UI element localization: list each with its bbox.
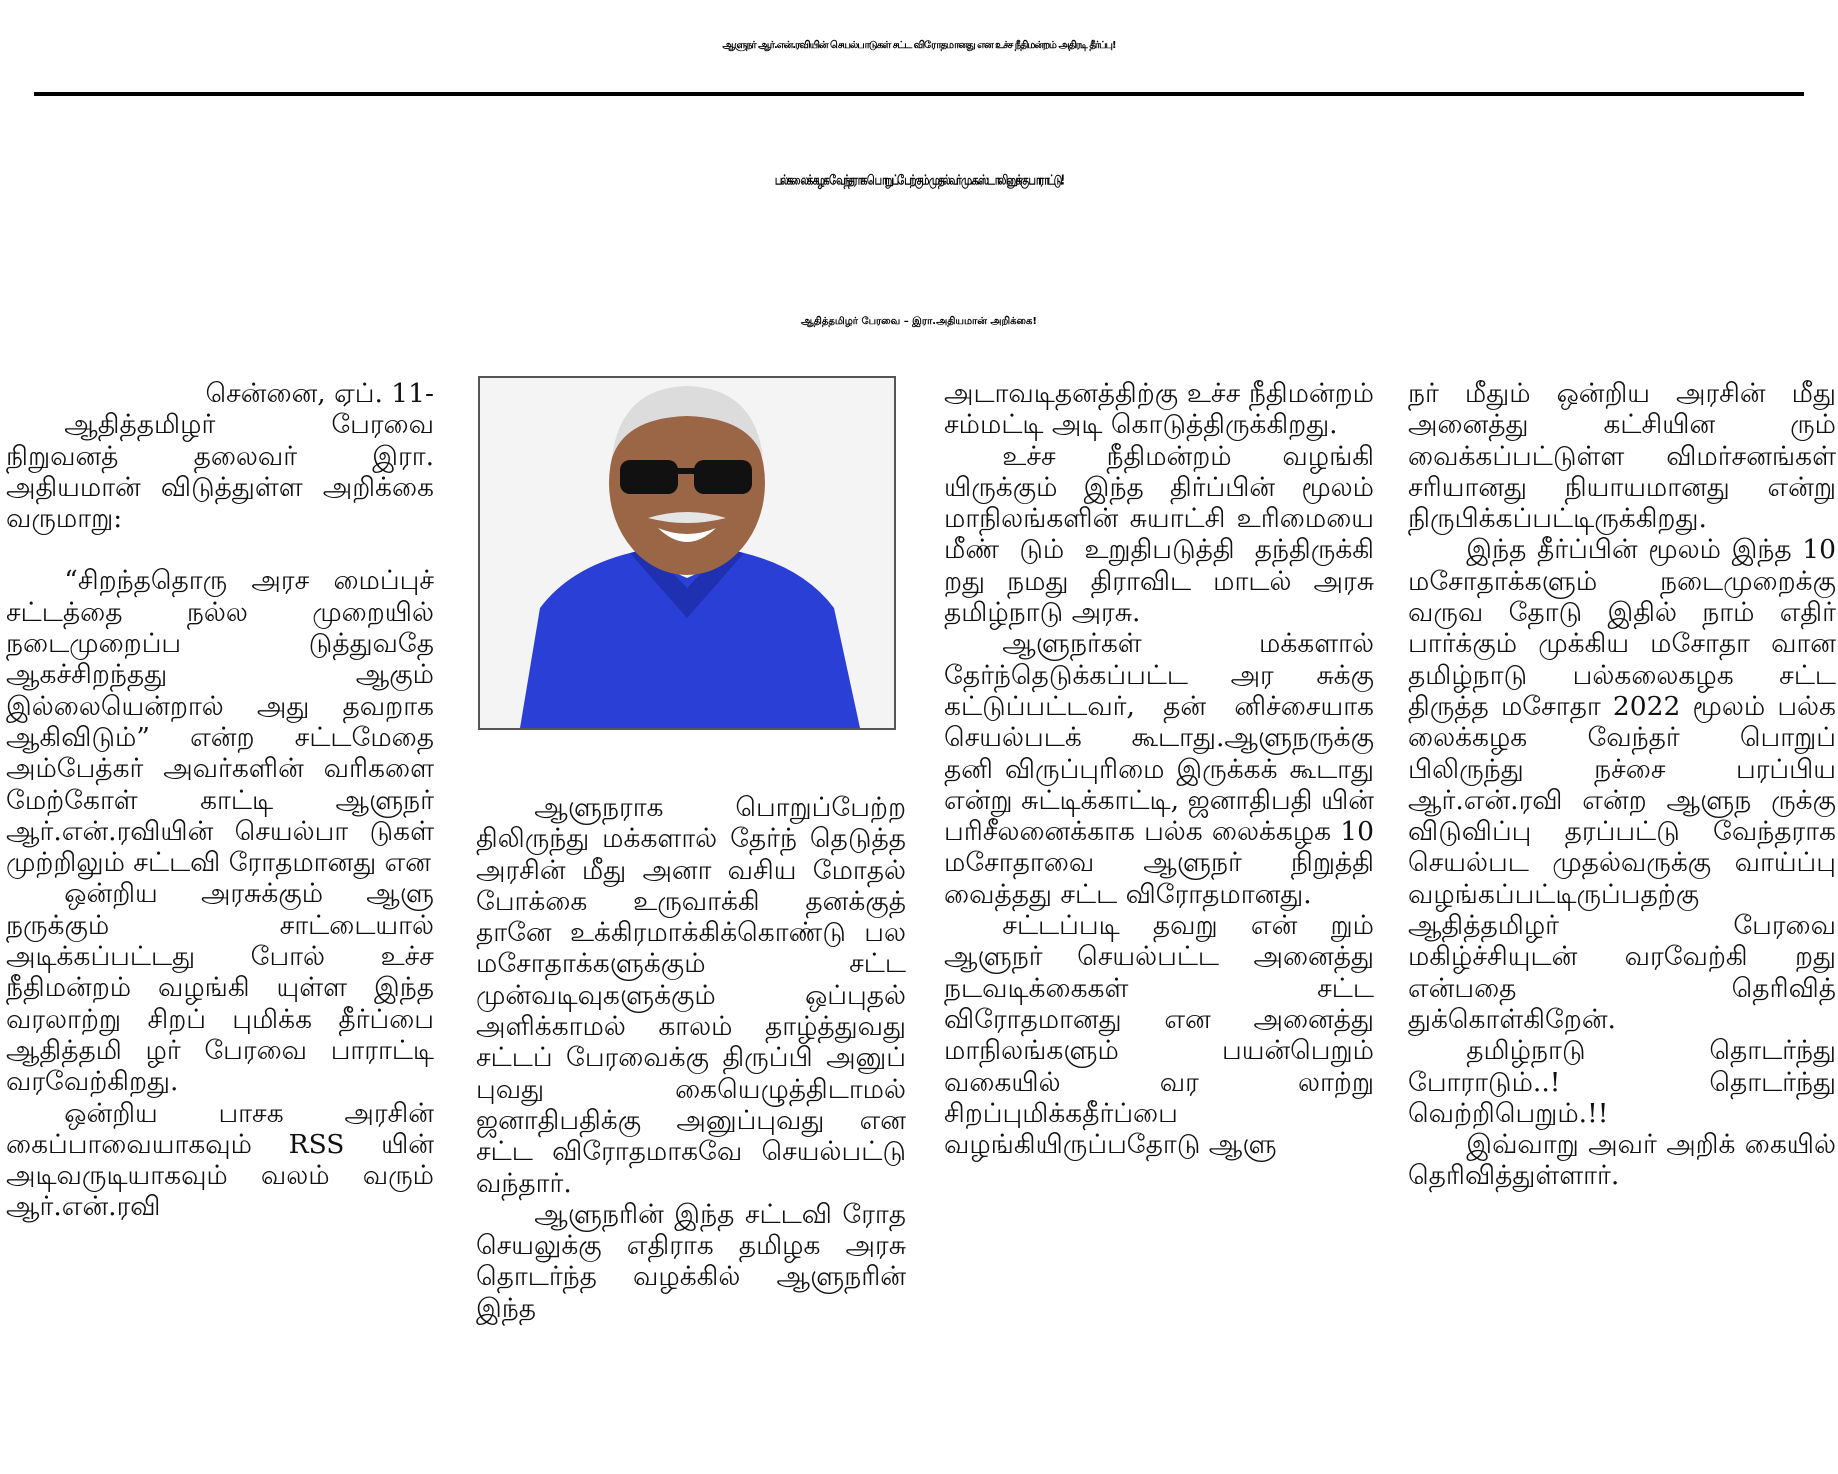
- article-column-4: [1408, 378, 1836, 1470]
- article-column-3: [944, 378, 1374, 1470]
- paragraph: ஆளுநர்கள் மக்களால் தேர்ந்தெடுக்கப்பட்ட அர சுக்கு கட்டுப்பட்டவர், தன் னிச்சையாக செயல்படக் கூடாது.ஆளுநருக்கு தனி விருப்புரிமை இருக்கக் கூடாது என்று சுட்டிக்காட்டி, ஜனாதிபதி யின் பரிசீலனைக்காக பல்க லைக்கழக 10 மசோதாவை ஆளுநர் நிறுத்தி வைத்தது சட்ட விரோதமானது.: [944, 628, 1374, 910]
- paragraph: உச்ச நீதிமன்றம் வழங்கி யிருக்கும் இந்த திர்ப்பின் மூலம் மாநிலங்களின் சுயாட்சி உரிமையை மீண் டும் உறுதிபடுத்தி தந்திருக்கி றது நமது திராவிட மாடல் அரசு தமிழ்நாடு அரசு.: [944, 440, 1374, 629]
- paragraph: நர் மீதும் ஒன்றிய அரசின் மீது அனைத்து கட்சியின ரும் வைக்கப்பட்டுள்ள விமர்சனங்கள் சரியானது நியாயமானது என்று நிருபிக்கப்பட்டிருக்கிறது.: [1408, 378, 1836, 535]
- paragraph: ஆளுநரின் இந்த சட்டவி ரோத செயலுக்கு எதிராக தமிழக அரசு தொடர்ந்த வழக்கில் ஆளுநரின் இந்த: [476, 1198, 906, 1324]
- paragraph: ஒன்றிய பாசக அரசின் கைப்பாவையாகவும் RSS யின் அடிவருடியாகவும் வலம் வரும் ஆர்.என்.ரவி: [6, 1097, 434, 1223]
- article-column-1: [6, 378, 434, 1470]
- main-headline: பல்கலைக் கழக வேந்தராக பொறுப்பேற்கும் முதல்வர் மு.க.ஸ்டாலினுக்கு பாராட்டு!: [774, 173, 1064, 189]
- paragraph: தமிழ்நாடு தொடர்ந்து போராடும்..! தொடர்ந்து வெற்றிபெறும்.!!: [1408, 1035, 1836, 1129]
- paragraph: இந்த தீர்ப்பின் மூலம் இந்த 10 மசோதாக்களும் நடைமுறைக்கு வருவ தோடு இதில் நாம் எதிர் பார்க்கும் முக்கிய மசோதா வான தமிழ்நாடு பல்கலைகழக சட்ட திருத்த மசோதா 2022 மூலம் பல்க லைக்கழக வேந்தர் பொறுப் பிலிருந்து நச்சை பரப்பிய ஆர்.என்.ரவி என்ற ஆளுந ருக்கு விடுவிப்பு தரப்பட்டு வேந்தராக செயல்பட முதல்வருக்கு வாய்ப்பு வழங்கப்பட்டிருப்பதற்கு ஆதித்தமிழர் பேரவை மகிழ்ச்சியுடன் வரவேற்கி றது என்பதை தெரிவித் துக்கொள்கிறேன்.: [1408, 534, 1836, 1035]
- article-column-2: [476, 792, 906, 1470]
- kicker-headline: ஆளுநர் ஆர்.என்.ரவியின் செயல்பாடுகள் சட்ட விரோதமானது என உச்ச நீதிமன்றம் அதிரடி தீர்ப்பு!: [722, 40, 1116, 51]
- portrait-photo: [478, 376, 896, 730]
- sub-headline: ஆதித்தமிழர் பேரவை – இரா.அதியமான் அறிக்கை!: [801, 316, 1037, 327]
- portrait-photo-icon: [480, 378, 894, 728]
- paragraph: அடாவடிதனத்திற்கு உச்ச நீதிமன்றம் சம்மட்டி அடி கொடுத்திருக்கிறது.: [944, 378, 1374, 441]
- dateline: சென்னை, ஏப். 11-: [205, 378, 434, 409]
- paragraph: ஆளுநராக பொறுப்பேற்ற திலிருந்து மக்களால் தேர்ந் தெடுத்த அரசின் மீது அனா வசிய மோதல் போக்கை உருவாக்கி தனக்குத் தானே உக்கிரமாக்கிக்கொண்டு பல மசோதாக்களுக்கும் சட்ட முன்வடிவுகளுக்கும் ஒப்புதல் அளிக்காமல் காலம் தாழ்த்துவது சட்டப் பேரவைக்கு திருப்பி அனுப் புவது கையெழுத்திடாமல் ஜனாதிபதிக்கு அனுப்புவது என சட்ட விரோதமாகவே செயல்பட்டு வந்தார்.: [476, 792, 906, 1199]
- paragraph: “சிறந்ததொரு அரச மைப்புச் சட்டத்தை நல்ல முறையில் நடைமுறைப்ப டுத்துவதே ஆகச்சிறந்தது ஆகும் இல்லையென்றால் அது தவறாக ஆகிவிடும்” என்ற சட்டமேதை அம்பேத்கர் அவர்களின் வரிகளை மேற்கோள் காட்டி ஆளுநர் ஆர்.என்.ரவியின் செயல்பா டுகள் முற்றிலும் சட்டவி ரோதமானது என: [6, 565, 434, 879]
- paragraph: சட்டப்படி தவறு என் றும் ஆளுநர் செயல்பட்ட அனைத்து நடவடிக்கைகள் சட்ட விரோதமானது என அனைத்து மாநிலங்களும் பயன்பெறும் வகையில் வர லாற்று சிறப்புமிக்கதீர்ப்பை வழங்கியிருப்பதோடு ஆளு: [944, 910, 1374, 1161]
- paragraph: ஆதித்தமிழர் பேரவை நிறுவனத் தலைவர் இரா. அதியமான் விடுத்துள்ள அறிக்கை வருமாறு:: [6, 409, 434, 535]
- paragraph: ஒன்றிய அரசுக்கும் ஆளு நருக்கும் சாட்டையால் அடிக்கப்பட்டது போல் உச்ச நீதிமன்றம் வழங்கி யுள்ள இந்த வரலாற்று சிறப் புமிக்க தீர்ப்பை ஆதித்தமி ழர் பேரவை பாராட்டி வரவேற்கிறது.: [6, 878, 434, 1098]
- paragraph: இவ்வாறு அவர் அறிக் கையில் தெரிவித்துள்ளார்.: [1408, 1129, 1836, 1192]
